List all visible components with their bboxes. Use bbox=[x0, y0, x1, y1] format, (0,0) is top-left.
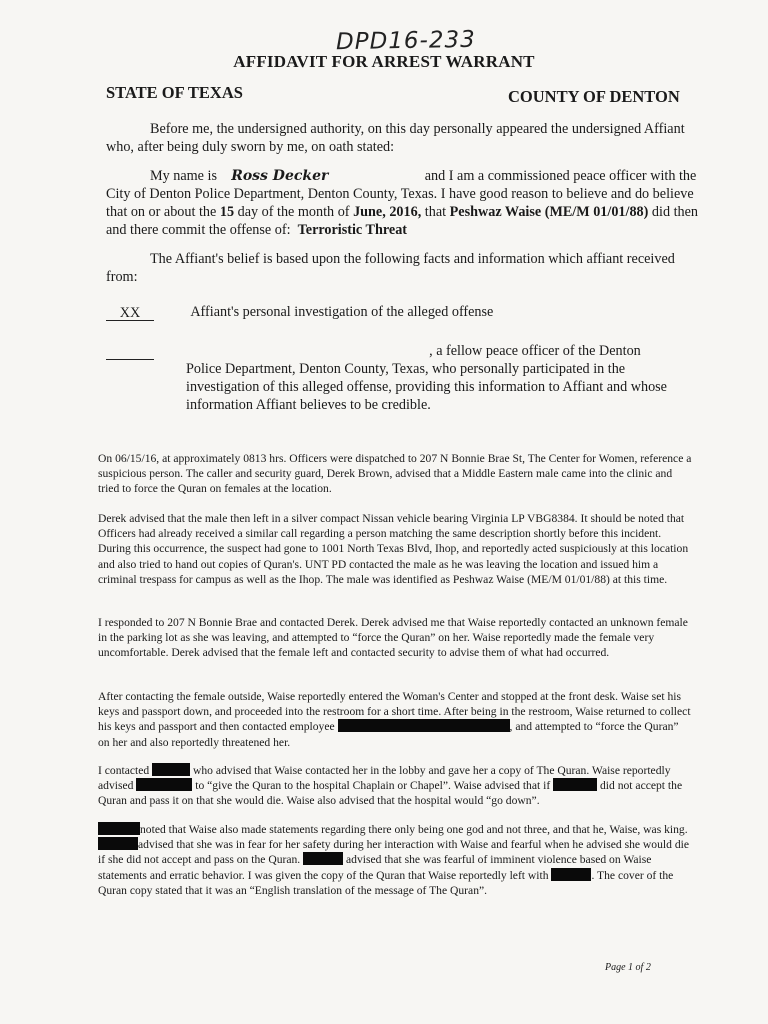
state-label: STATE OF TEXAS bbox=[106, 83, 243, 102]
redaction-if bbox=[553, 778, 597, 791]
narrative-p5-part-a: I contacted bbox=[98, 764, 150, 777]
page-number: Page 1 of 2 bbox=[605, 962, 651, 973]
redaction-left-with bbox=[551, 868, 591, 881]
offense-name: Terroristic Threat bbox=[297, 222, 408, 238]
option-two-prefix: , a fellow peace officer of the Denton bbox=[429, 343, 641, 359]
option-one-mark: XX bbox=[106, 304, 154, 321]
officer-mid1: day of the month of bbox=[237, 204, 350, 220]
narrative-p6-part-c: advised that she was fearful of imminent violence based on Waise statements and erratic behavior. I was given the copy of the Quran that Waise reportedly left with bbox=[98, 853, 652, 882]
narrative-p4-part-a: After contacting the female outside, Waise reportedly entered the Woman's Center and stopped at the front desk. Waise set his keys and passport down, and proceeded into the restroom for a short time. After being in the restroom, Waise returned to collect his keys and passport and then contacted employee bbox=[98, 690, 691, 734]
redaction-imminent bbox=[303, 852, 343, 865]
document-title: AFFIDAVIT FOR ARREST WARRANT bbox=[233, 52, 535, 71]
county-label: COUNTY OF DENTON bbox=[508, 87, 680, 106]
narrative-p6-part-a: noted that Waise also made statements regarding there only being one god and not three, and that he, Waise, was king. bbox=[140, 823, 688, 836]
belief-text: The Affiant's belief is based upon the following facts and information which affiant received from: bbox=[106, 251, 675, 285]
narrative-paragraph-2: Derek advised that the male then left in a silver compact Nissan vehicle bearing Virginia LP VBG8384. It should be noted that Officers had already received a similar call regarding a person matching the same description shortly before this incident. During this occurrence, the suspect had gone to 1001 North Texas Blvd, Ihop, and reportedly acted suspiciously at this location and also tried to hand out copies of Quran's. UNT PD contacted the male as he was leaving the location and issued him a criminal trespass for campus as well as the Ihop. The male was identified as Peshwaz Waise (ME/M 01/01/88) at this time. bbox=[98, 512, 689, 586]
officer-suffix: and I am a commissioned peace officer with the City of Denton Police Department, Denton County, Texas. I have good reason to believe and do believe that on or about the bbox=[106, 168, 697, 220]
redaction-noted bbox=[98, 822, 140, 835]
offense-day: 15 bbox=[219, 204, 235, 220]
narrative-paragraph-1: On 06/15/16, at approximately 0813 hrs. Officers were dispatched to 207 N Bonnie Brae St, The Center for Women, reference a suspicious person. The caller and security guard, Derek Brown, advised that a Middle Eastern male came into the clinic and tried to force the Quran on females at the location. bbox=[98, 452, 692, 496]
name-prefix: My name is bbox=[150, 168, 217, 184]
officer-signature-name: Ross Decker bbox=[231, 168, 329, 184]
suspect-name: Peshwaz Waise (ME/M 01/01/88) bbox=[449, 204, 649, 220]
narrative-p5-part-b: who advised that Waise contacted her in the lobby and gave her a copy of The Quran. Waise reportedly advised bbox=[98, 764, 671, 793]
intro-text: Before me, the undersigned authority, on this day personally appeared the undersigned Affiant who, after being duly sworn by me, on oath stated: bbox=[106, 121, 685, 155]
narrative-paragraph-6 bbox=[98, 822, 692, 898]
handwritten-case-number: DPD16-233 bbox=[335, 26, 476, 56]
narrative-paragraph-4 bbox=[98, 689, 692, 750]
officer-mid2: that bbox=[424, 204, 447, 220]
narrative-paragraph-3: I responded to 207 N Bonnie Brae and contacted Derek. Derek advised me that Waise reportedly contacted an unknown female in the parking lot as she was leaving, and attempted to “force the Quran” on her. Waise reportedly made the female very uncomfortable. Derek advised that the female left and contacted security to advise them of what had occurred. bbox=[98, 616, 688, 660]
option-two-body: Police Department, Denton County, Texas, who personally participated in the investigation of this alleged offense, providing this information to Affiant and whose information Affiant believes to be credible. bbox=[186, 361, 667, 413]
narrative-p5-part-d: did not accept the Quran and pass it on that she would die. Waise also advised that the hospital would “go down”. bbox=[98, 779, 683, 808]
narrative-p4-part-b: , and attempted to “force the Quran” on her and also reportedly threatened her. bbox=[98, 720, 679, 749]
officer-mid3: did then and there commit the offense of: bbox=[106, 204, 699, 238]
option-one bbox=[106, 303, 686, 321]
belief-paragraph bbox=[106, 250, 676, 286]
officer-paragraph bbox=[106, 167, 716, 239]
redaction-employee bbox=[338, 719, 510, 732]
narrative-p6-part-b: advised that she was in fear for her safety during her interaction with Waise and fearful when he advised she would die if she did not accept and pass on the Quran. bbox=[98, 838, 689, 867]
redaction-advised bbox=[136, 778, 192, 791]
option-one-text: Affiant's personal investigation of the alleged offense bbox=[190, 304, 494, 320]
narrative-p5-part-c: to “give the Quran to the hospital Chaplain or Chapel”. Waise advised that if bbox=[195, 779, 551, 793]
redaction-contact bbox=[152, 763, 190, 776]
option-two-blank bbox=[106, 343, 154, 360]
narrative-p6-part-d: . The cover of the Quran copy stated that it was an “English translation of the message of The Quran”. bbox=[98, 868, 674, 897]
redaction-fear bbox=[98, 837, 138, 850]
option-two bbox=[106, 342, 686, 360]
narrative-paragraph-5 bbox=[98, 763, 692, 809]
intro-paragraph bbox=[106, 120, 686, 156]
offense-month-year: June, 2016, bbox=[353, 204, 422, 220]
